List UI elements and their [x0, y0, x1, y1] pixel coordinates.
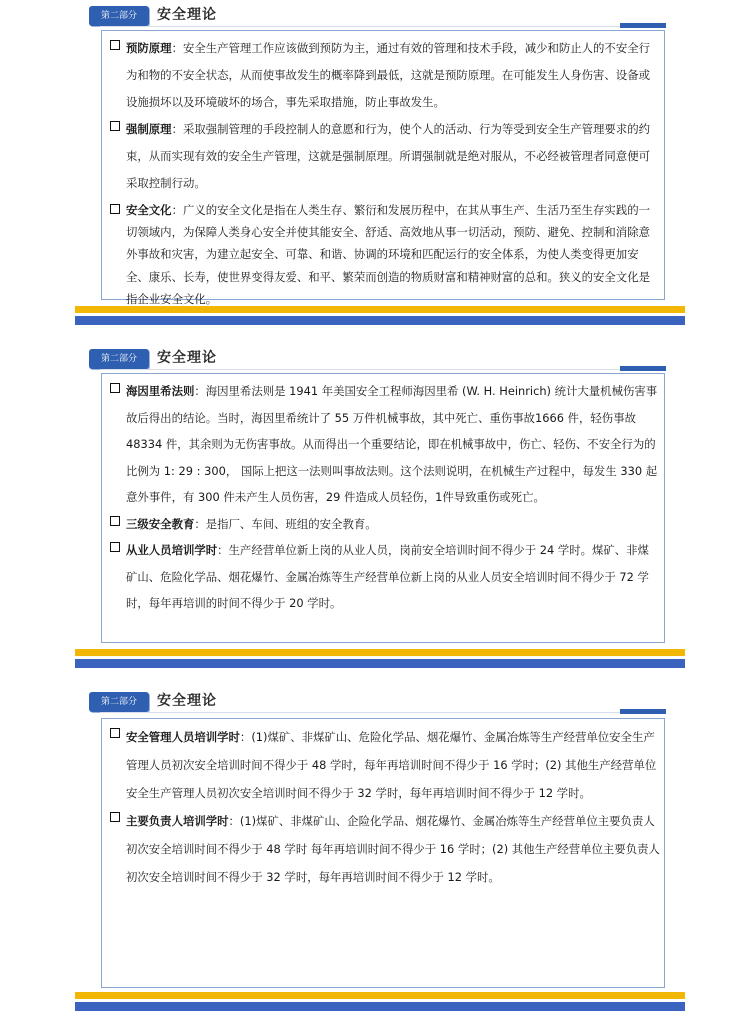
item-text: ：广义的安全文化是指在人类生存、繁衍和发展历程中，在其从事生产、生活乃至生存实践的一切领域内，为保障人类身心安全并使其能安全、舒适、高效地从事一切活动，预防、避免、控制和消除意外事故和灾害，为建立起安全、可靠、和谐、协调的环境和匹配运行的安全体系，为使人类变得更加安全、康乐、长寿，使世界变得友爱、和平、繁荣而创造的物质财富和精神财富的总和。狭义的安全文化是指企业安全文化。	[126, 203, 650, 306]
item-text: ：(1)煤矿、非煤矿山、企险化学品、烟花爆竹、金属冶炼等生产经营单位主要负责人初次安全培训时间不得少于 48 学时 每年再培训时间不得少于 16 学时；(2) 其他生产经营单位主要负责人初次安全培训时间不得少于 32 学时，每年再培训时间不得少于 12 学时。	[126, 814, 660, 884]
checkbox-bullet-icon	[110, 40, 120, 50]
footer-blue-bar	[75, 316, 685, 325]
item-term: 安全文化	[126, 203, 172, 217]
section-badge: 第二部分	[89, 692, 149, 712]
section-title: 安全理论	[157, 7, 217, 23]
item-term: 主要负责人培训学时	[126, 814, 229, 828]
title-underline	[100, 712, 665, 713]
title-accent-bar	[620, 366, 666, 371]
footer-blue-bar	[75, 1002, 685, 1011]
section-title: 安全理论	[157, 350, 217, 366]
item-text: ：是指厂、车间、班组的安全教育。	[194, 516, 377, 531]
item-term: 安全管理人员培训学时	[126, 730, 240, 744]
list-item	[108, 35, 660, 116]
item-text: ：生产经营单位新上岗的从业人员，岗前安全培训时间不得少于 24 学时。煤矿、非煤矿山、危险化学品、烟花爆竹、金属冶炼等生产经营单位新上岗的从业人员安全培训时间不得少于 72 学时，每年再培训的时间不得少于 20 学时。	[126, 543, 649, 610]
item-text: ：(1)煤矿、非煤矿山、危险化学品、烟花爆竹、金属冶炼等生产经营单位安全生产管理人员初次安全培训时间不得少于 48 学时，每年再培训时间不得少于 16 学时；(2) 其他生产经营单位安全生产管理人员初次安全培训时间不得少于 32 学时，每年再培训时间不得少于 12 学时。	[126, 730, 657, 800]
footer-blue-bar	[75, 659, 685, 668]
content-box	[101, 30, 665, 306]
list-item	[108, 723, 660, 807]
list-item	[108, 199, 660, 310]
item-term: 强制原理	[126, 122, 172, 136]
section-badge: 第二部分	[89, 6, 149, 26]
footer-yellow-bar	[75, 306, 685, 313]
checkbox-bullet-icon	[110, 383, 120, 393]
checkbox-bullet-icon	[110, 516, 120, 526]
list-item	[108, 378, 660, 511]
footer-yellow-bar	[75, 992, 685, 999]
slide-1	[0, 0, 754, 330]
slide-2	[0, 343, 754, 673]
title-accent-bar	[620, 709, 666, 714]
title-underline	[100, 26, 665, 27]
list-item	[108, 807, 660, 891]
item-term: 海因里希法则	[126, 384, 195, 398]
content-box	[101, 718, 665, 988]
slide-3	[0, 686, 754, 1016]
item-term: 三级安全教育	[126, 516, 195, 531]
item-text: ：海因里希法则是 1941 年美国安全工程师海因里希 (W. H. Heinrich) 统计大量机械伤害事故后得出的结论。当时，海因里希统计了 55 万件机械事故，其中死亡、重伤事故1666 件，轻伤事故 48334 件，其余则为无伤害事故。从而得出一个重要结论，即在机械事故中，伤亡、轻伤、不安全行为的比例为 1: 29 : 300， 国际上把这一法则叫事故法则。这个法则说明，在机械生产过程中，每发生 330 起意外事件，有 300 件未产生人员伤害，29 件造成人员轻伤，1件导致重伤或死亡。	[126, 384, 658, 504]
content-box	[101, 373, 665, 643]
item-text: ：采取强制管理的手段控制人的意愿和行为，使个人的活动、行为等受到安全生产管理要求的约束，从而实现有效的安全生产管理，这就是强制原理。所谓强制就是绝对服从，不必经被管理者同意便可采取控制行动。	[126, 122, 650, 190]
checkbox-bullet-icon	[110, 121, 120, 131]
item-term: 从业人员培训学时	[126, 543, 218, 557]
title-accent-bar	[620, 23, 666, 28]
item-text: ：安全生产管理工作应该做到预防为主，通过有效的管理和技术手段，减少和防止人的不安全行为和物的不安全状态，从而使事故发生的概率降到最低，这就是预防原理。在可能发生人身伤害、设备或设施损坏以及环境破坏的场合，事先采取措施，防止事故发生。	[126, 41, 650, 109]
checkbox-bullet-icon	[110, 728, 120, 738]
list-item	[108, 511, 660, 538]
checkbox-bullet-icon	[110, 542, 120, 552]
list-item	[108, 116, 660, 197]
list-item	[108, 537, 660, 617]
section-badge: 第二部分	[89, 349, 149, 369]
title-underline	[100, 369, 665, 370]
section-title: 安全理论	[157, 693, 217, 709]
checkbox-bullet-icon	[110, 812, 120, 822]
item-term: 预防原理	[126, 41, 172, 55]
footer-yellow-bar	[75, 649, 685, 656]
checkbox-bullet-icon	[110, 204, 120, 214]
